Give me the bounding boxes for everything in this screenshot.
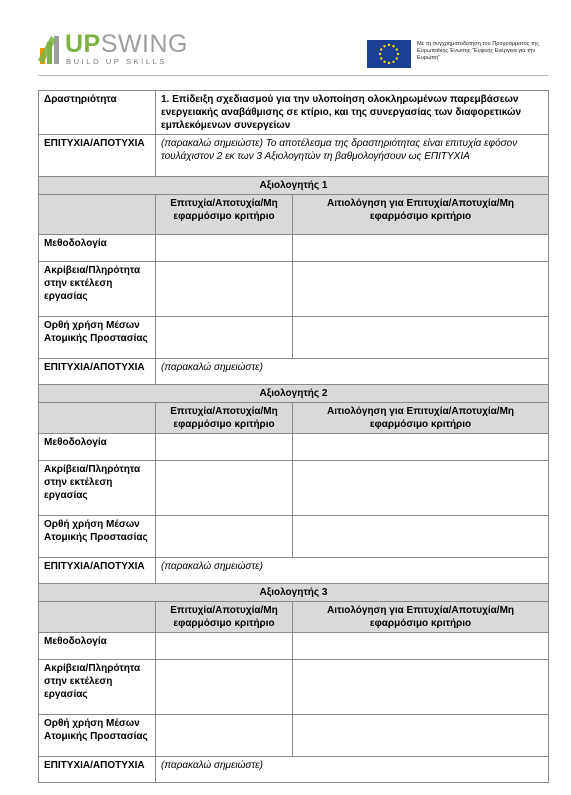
- evaluator-3-title: Αξιολογητής 3: [39, 584, 549, 602]
- criterion-label: Ακρίβεια/Πληρότητα στην εκτέλεση εργασίας: [39, 262, 156, 317]
- justification-cell[interactable]: [293, 633, 549, 660]
- evaluator-3-result-label: ΕΠΙΤΥΧΙΑ/ΑΠΟΤΥΧΙΑ: [39, 757, 156, 783]
- activity-label: Δραστηριότητα: [39, 91, 156, 135]
- evaluator-1-column-header-row: [39, 195, 549, 235]
- evaluator-1-methodology-row: [39, 235, 549, 262]
- eu-funding-notice: [367, 40, 551, 70]
- evaluator-3-result-header: Επιτυχία/Αποτυχία/Μη εφαρμόσιμο κριτήριο: [156, 602, 293, 633]
- evaluator-2-result-label: ΕΠΙΤΥΧΙΑ/ΑΠΟΤΥΧΙΑ: [39, 558, 156, 584]
- evaluator-3-justification-header: Αιτιολόγηση για Επιτυχία/Αποτυχία/Μη εφαρμόσιμο κριτήριο: [293, 602, 549, 633]
- overall-result-note[interactable]: (παρακαλώ σημειώστε) Το αποτέλεσμα της δραστηριότητας είναι επιτυχία εφόσον τουλάχιστον 2 εκ των 3 Αξιολογητών τη βαθμολογήσουν ως ΕΠΙΤΥΧΙΑ: [156, 135, 549, 177]
- header-divider: [38, 75, 548, 76]
- logo-swing: SWING: [100, 30, 188, 58]
- justification-cell[interactable]: [293, 317, 549, 359]
- evaluator-3-header-row: [39, 584, 549, 602]
- evaluator-3-methodology-row: [39, 633, 549, 660]
- result-cell[interactable]: [156, 633, 293, 660]
- evaluator-2-ppe-row: [39, 516, 549, 558]
- justification-cell[interactable]: [293, 461, 549, 516]
- justification-cell[interactable]: [293, 235, 549, 262]
- justification-cell[interactable]: [293, 660, 549, 715]
- justification-cell[interactable]: [293, 434, 549, 461]
- upswing-logo-icon: [38, 30, 64, 66]
- evaluator-3-result-note[interactable]: (παρακαλώ σημειώστε): [156, 757, 549, 783]
- result-cell[interactable]: [156, 461, 293, 516]
- criterion-label: Μεθοδολογία: [39, 434, 156, 461]
- result-cell[interactable]: [156, 516, 293, 558]
- evaluator-1-result-row: [39, 359, 549, 385]
- page-header: [0, 0, 571, 80]
- evaluator-2-result-note[interactable]: (παρακαλώ σημειώστε): [156, 558, 549, 584]
- evaluator-3-ppe-row: [39, 715, 549, 757]
- criterion-label: Ακρίβεια/Πληρότητα στην εκτέλεση εργασίας: [39, 660, 156, 715]
- evaluator-2-criteria-header: [39, 403, 156, 434]
- result-cell[interactable]: [156, 317, 293, 359]
- evaluator-3-column-header-row: [39, 602, 549, 633]
- result-cell[interactable]: [156, 262, 293, 317]
- evaluator-1-criteria-header: [39, 195, 156, 235]
- evaluator-1-result-header: Επιτυχία/Αποτυχία/Μη εφαρμόσιμο κριτήριο: [156, 195, 293, 235]
- evaluator-1-result-label: ΕΠΙΤΥΧΙΑ/ΑΠΟΤΥΧΙΑ: [39, 359, 156, 385]
- evaluator-2-methodology-row: [39, 434, 549, 461]
- justification-cell[interactable]: [293, 516, 549, 558]
- overall-result-row: [39, 135, 549, 177]
- evaluator-1-title: Αξιολογητής 1: [39, 177, 549, 195]
- justification-cell[interactable]: [293, 262, 549, 317]
- evaluator-2-column-header-row: [39, 403, 549, 434]
- evaluator-2-result-header: Επιτυχία/Αποτυχία/Μη εφαρμόσιμο κριτήριο: [156, 403, 293, 434]
- evaluator-2-result-row: [39, 558, 549, 584]
- activity-row: [39, 91, 549, 135]
- eu-funding-text: Με τη συγχρηματοδότηση του Προγράμματος της Ευρωπαϊκής Ένωσης “Ευφυής Ενέργεια για την Ευρώπη”: [417, 41, 539, 61]
- criterion-label: Μεθοδολογία: [39, 235, 156, 262]
- evaluator-2-header-row: [39, 385, 549, 403]
- evaluator-1-header-row: [39, 177, 549, 195]
- result-cell[interactable]: [156, 235, 293, 262]
- eu-flag-icon: [367, 40, 411, 68]
- evaluator-2-title: Αξιολογητής 2: [39, 385, 549, 403]
- result-cell[interactable]: [156, 715, 293, 757]
- result-cell[interactable]: [156, 434, 293, 461]
- criterion-label: Ορθή χρήση Μέσων Ατομικής Προστασίας: [39, 715, 156, 757]
- evaluator-1-result-note[interactable]: (παρακαλώ σημειώστε): [156, 359, 549, 385]
- evaluator-2-accuracy-row: [39, 461, 549, 516]
- overall-result-label: ΕΠΙΤΥΧΙΑ/ΑΠΟΤΥΧΙΑ: [39, 135, 156, 177]
- evaluation-form-table: [38, 90, 549, 783]
- upswing-logo: [38, 28, 188, 70]
- evaluator-2-justification-header: Αιτιολόγηση για Επιτυχία/Αποτυχία/Μη εφαρμόσιμο κριτήριο: [293, 403, 549, 434]
- logo-up: UP: [65, 30, 101, 58]
- criterion-label: Μεθοδολογία: [39, 633, 156, 660]
- criterion-label: Ορθή χρήση Μέσων Ατομικής Προστασίας: [39, 317, 156, 359]
- logo-wordmark: [65, 30, 188, 58]
- criterion-label: Ορθή χρήση Μέσων Ατομικής Προστασίας: [39, 516, 156, 558]
- evaluator-1-accuracy-row: [39, 262, 549, 317]
- criterion-label: Ακρίβεια/Πληρότητα στην εκτέλεση εργασίας: [39, 461, 156, 516]
- justification-cell[interactable]: [293, 715, 549, 757]
- result-cell[interactable]: [156, 660, 293, 715]
- evaluator-1-justification-header: Αιτιολόγηση για Επιτυχία/Αποτυχία/Μη εφαρμόσιμο κριτήριο: [293, 195, 549, 235]
- activity-value: 1. Επίδειξη σχεδιασμού για την υλοποίηση ολοκληρωμένων παρεμβάσεων ενεργειακής αναβάθμισης σε κτίριο, και της συνεργασίας των διαφορετικών εμπλεκόμενων συνεργείων: [156, 91, 549, 135]
- logo-tagline: BUILD UP SKILLS: [66, 57, 167, 66]
- evaluator-3-accuracy-row: [39, 660, 549, 715]
- evaluator-3-criteria-header: [39, 602, 156, 633]
- evaluator-1-ppe-row: [39, 317, 549, 359]
- evaluator-3-result-row: [39, 757, 549, 783]
